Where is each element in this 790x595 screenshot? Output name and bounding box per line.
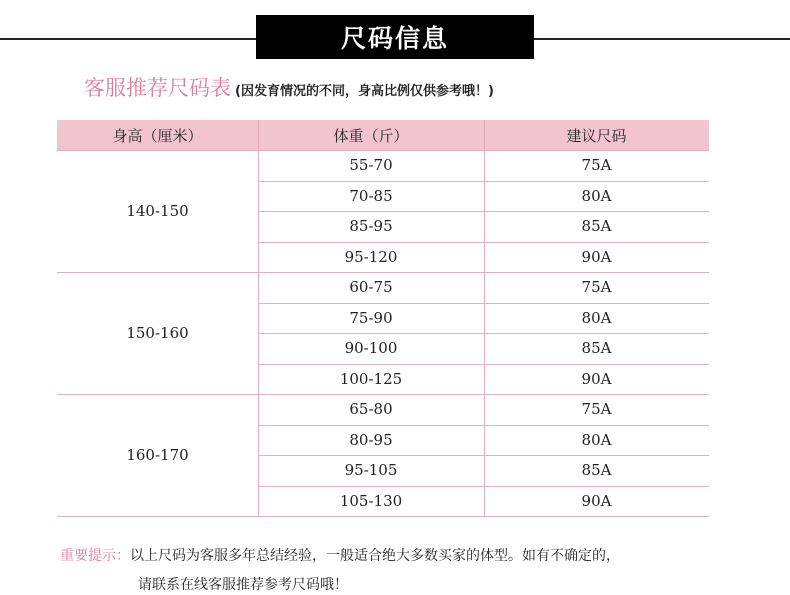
column-divider xyxy=(484,150,485,516)
height-cell: 160-170 xyxy=(126,446,189,464)
weight-cell: 90-100 xyxy=(344,339,398,358)
tip-line-2: 请联系在线客服推荐参考尺码哦！ xyxy=(138,577,348,593)
tip-label: 重要提示： xyxy=(60,548,130,564)
size-cell: 85A xyxy=(581,461,612,480)
header-size: 建议尺码 xyxy=(566,126,627,145)
table-header xyxy=(57,120,709,150)
page-title: 尺码信息 xyxy=(256,15,534,59)
header-bottom-rule xyxy=(57,150,709,151)
size-cell: 90A xyxy=(581,369,612,388)
size-cell: 80A xyxy=(581,430,612,449)
weight-cell: 95-120 xyxy=(344,247,398,266)
weight-cell: 100-125 xyxy=(339,369,403,388)
weight-cell: 55-70 xyxy=(349,156,393,175)
header-divider xyxy=(258,120,259,150)
weight-cell: 85-95 xyxy=(349,217,393,236)
tip-text: 以上尺码为客服多年总结经验，一般适合绝大多数买家的体型。如有不确定的， xyxy=(130,548,620,564)
tip-line-1 xyxy=(60,545,620,565)
weight-cell: 95-105 xyxy=(344,461,398,480)
size-cell: 75A xyxy=(581,400,612,419)
header-height: 身高（厘米） xyxy=(112,126,203,145)
size-cell: 75A xyxy=(581,278,612,297)
size-cell: 75A xyxy=(581,156,612,175)
height-cell: 150-160 xyxy=(126,324,189,342)
subtitle-main: 客服推荐尺码表 xyxy=(84,76,231,100)
size-cell: 80A xyxy=(581,308,612,327)
header-divider xyxy=(484,120,485,150)
size-cell: 90A xyxy=(581,247,612,266)
size-cell: 90A xyxy=(581,491,612,510)
size-cell: 80A xyxy=(581,186,612,205)
size-cell: 85A xyxy=(581,217,612,236)
weight-cell: 70-85 xyxy=(349,186,393,205)
size-cell: 85A xyxy=(581,339,612,358)
weight-cell: 75-90 xyxy=(349,308,393,327)
subtitle-note: (因发育情况的不同，身高比例仅供参考哦！) xyxy=(235,84,494,99)
weight-cell: 65-80 xyxy=(349,400,393,419)
weight-cell: 105-130 xyxy=(339,491,403,510)
weight-cell: 60-75 xyxy=(349,278,393,297)
height-cell: 140-150 xyxy=(126,202,189,220)
header-weight: 体重（斤） xyxy=(333,126,409,145)
column-divider xyxy=(258,150,259,516)
subtitle xyxy=(84,72,494,102)
weight-cell: 80-95 xyxy=(349,430,393,449)
row-divider xyxy=(57,516,709,517)
